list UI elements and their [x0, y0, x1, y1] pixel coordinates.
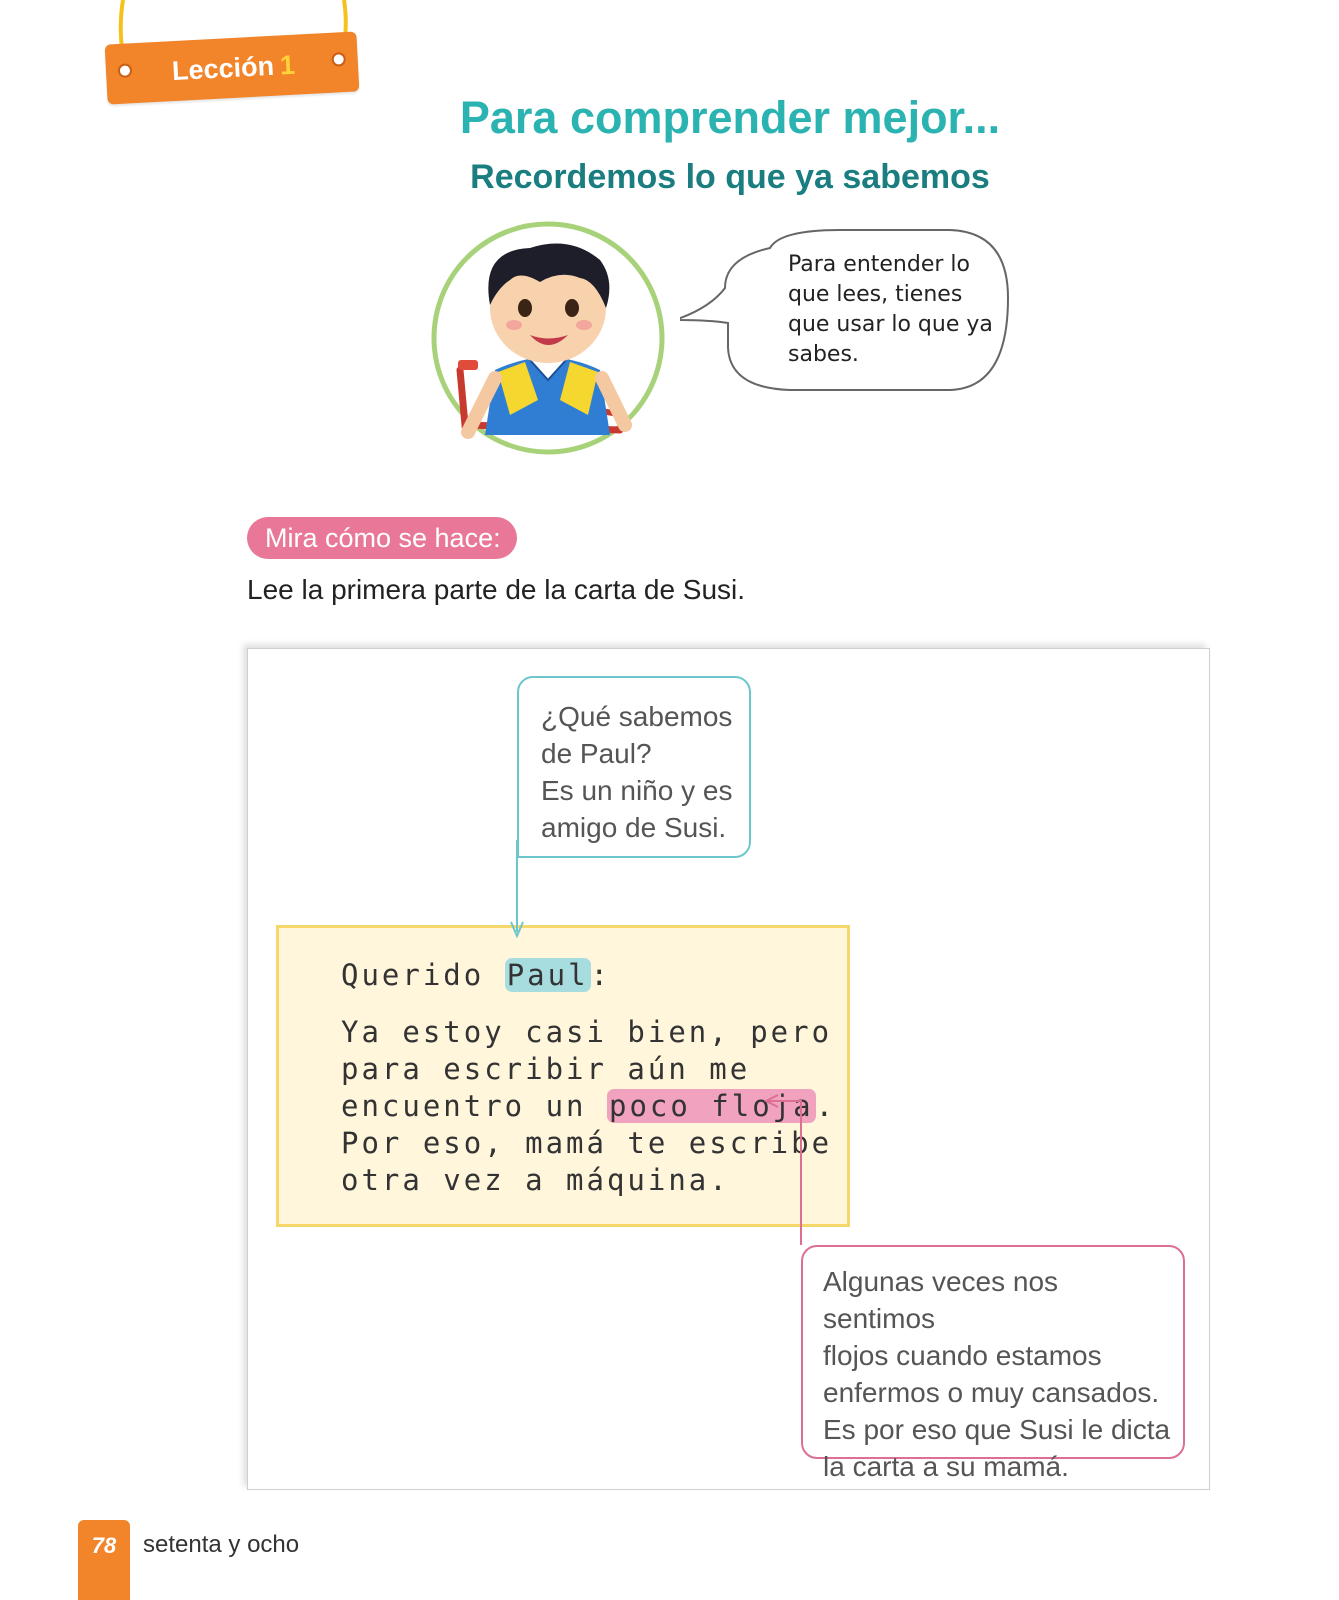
highlight-paul: Paul: [506, 958, 589, 992]
instruction-text: Lee la primera parte de la carta de Susi.: [247, 574, 746, 605]
tab-ring-icon: [118, 63, 133, 78]
speech-bubble-text: Para entender lo que lees, tienes que usar lo que ya sabes.: [788, 252, 993, 367]
page-subtitle: Recordemos lo que ya sabemos: [470, 158, 990, 196]
note-about-paul: ¿Qué sabemos de Paul? Es un niño y es amigo de Susi.: [517, 676, 751, 858]
letter-box: [276, 925, 850, 1227]
boy-illustration: [420, 220, 680, 480]
page-title: Para comprender mejor...: [459, 92, 1001, 143]
letter-body: Ya estoy casi bien, pero para escribir aún me encuentro un poco floja. Por eso, mamá te escribe otra vez a máquina.: [341, 1015, 837, 1197]
highlight-poco-floja: poco floja: [608, 1089, 814, 1123]
section-pill: Mira cómo se hace:: [247, 517, 517, 559]
tab-ring-icon: [331, 52, 346, 67]
lesson-label: Lección: [171, 50, 275, 87]
page-number-words: setenta y ocho: [143, 1531, 300, 1558]
page-number-tab: 78: [78, 1520, 130, 1600]
lesson-number: 1: [279, 49, 296, 81]
note-about-floja: Algunas veces nos sentimos flojos cuando estamos enfermos o muy cansados. Es por eso que Susi le dicta la carta a su mamá.: [801, 1245, 1185, 1459]
letter-greeting: Querido Paul:: [341, 958, 611, 992]
